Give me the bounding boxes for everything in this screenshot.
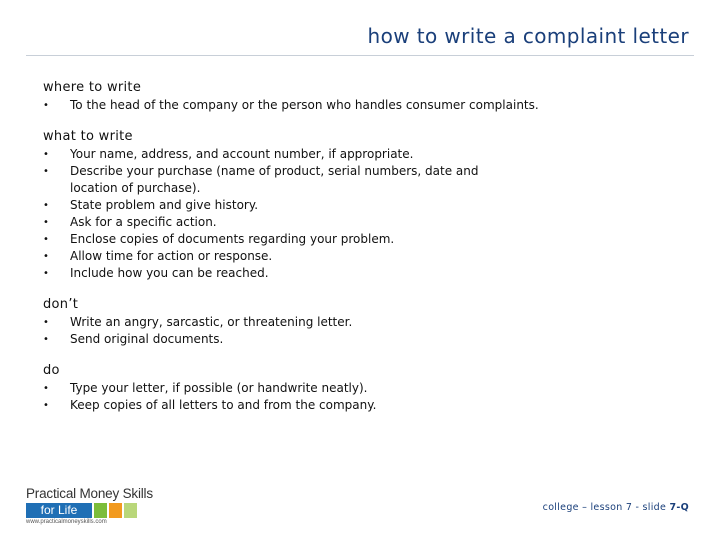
bullet-text: Describe your purchase (name of product, serial numbers, date and location of purchase). <box>70 164 479 195</box>
logo-light-green-block <box>124 503 137 518</box>
bullet-text: Allow time for action or response. <box>70 249 273 263</box>
logo-tagline: for Life <box>26 503 92 518</box>
bullet-text: Your name, address, and account number, if appropriate. <box>70 147 414 161</box>
bullet-icon: • <box>43 268 49 279</box>
bullet-icon: • <box>43 234 49 245</box>
bullet-text: State problem and give history. <box>70 198 259 212</box>
bullet-icon: • <box>43 317 49 328</box>
list-item <box>43 197 500 214</box>
footer-text: college – lesson 7 - slide <box>542 502 670 513</box>
list-item <box>43 265 500 282</box>
section-heading: where to write <box>43 80 142 95</box>
list-item <box>43 146 500 163</box>
list-item <box>43 214 500 231</box>
logo-orange-block <box>109 503 122 518</box>
list-item <box>43 97 570 114</box>
section-do <box>43 363 683 414</box>
title-divider <box>26 55 694 56</box>
slide-content <box>43 80 683 429</box>
bullet-text: Write an angry, sarcastic, or threatening letter. <box>70 315 353 329</box>
bullet-text: Enclose copies of documents regarding your problem. <box>70 232 395 246</box>
slide-footer <box>543 502 689 513</box>
list-item <box>43 248 500 265</box>
section-heading: do <box>43 363 60 378</box>
logo-green-block <box>94 503 107 518</box>
logo-color-bar <box>26 503 137 518</box>
bullet-icon: • <box>43 100 49 111</box>
list-item <box>43 163 500 197</box>
bullet-text: To the head of the company or the person who handles consumer complaints. <box>70 98 539 112</box>
list-item <box>43 331 500 348</box>
logo-name: Practical Money Skills <box>26 486 153 501</box>
bullet-text: Send original documents. <box>70 332 224 346</box>
section-heading: don’t <box>43 297 79 312</box>
bullet-text: Keep copies of all letters to and from the company. <box>70 398 377 412</box>
practical-money-skills-logo <box>26 486 161 528</box>
bullet-icon: • <box>43 334 49 345</box>
section-dont <box>43 297 683 348</box>
bullet-icon: • <box>43 166 49 177</box>
bullet-text: Type your letter, if possible (or handwrite neatly). <box>70 381 368 395</box>
list-item <box>43 314 500 331</box>
bullet-text: Ask for a specific action. <box>70 215 217 229</box>
list-item <box>43 397 500 414</box>
section-heading: what to write <box>43 129 133 144</box>
bullet-icon: • <box>43 200 49 211</box>
bullet-icon: • <box>43 383 49 394</box>
section-what-to-write <box>43 129 683 282</box>
bullet-icon: • <box>43 251 49 262</box>
bullet-icon: • <box>43 217 49 228</box>
bullet-text: Include how you can be reached. <box>70 266 269 280</box>
list-item <box>43 380 500 397</box>
page-title: how to write a complaint letter <box>367 24 689 48</box>
slide-number: 7-Q <box>669 502 689 513</box>
section-where-to-write <box>43 80 683 114</box>
bullet-icon: • <box>43 149 49 160</box>
list-item <box>43 231 500 248</box>
bullet-icon: • <box>43 400 49 411</box>
logo-url: www.practicalmoneyskills.com <box>26 519 107 525</box>
